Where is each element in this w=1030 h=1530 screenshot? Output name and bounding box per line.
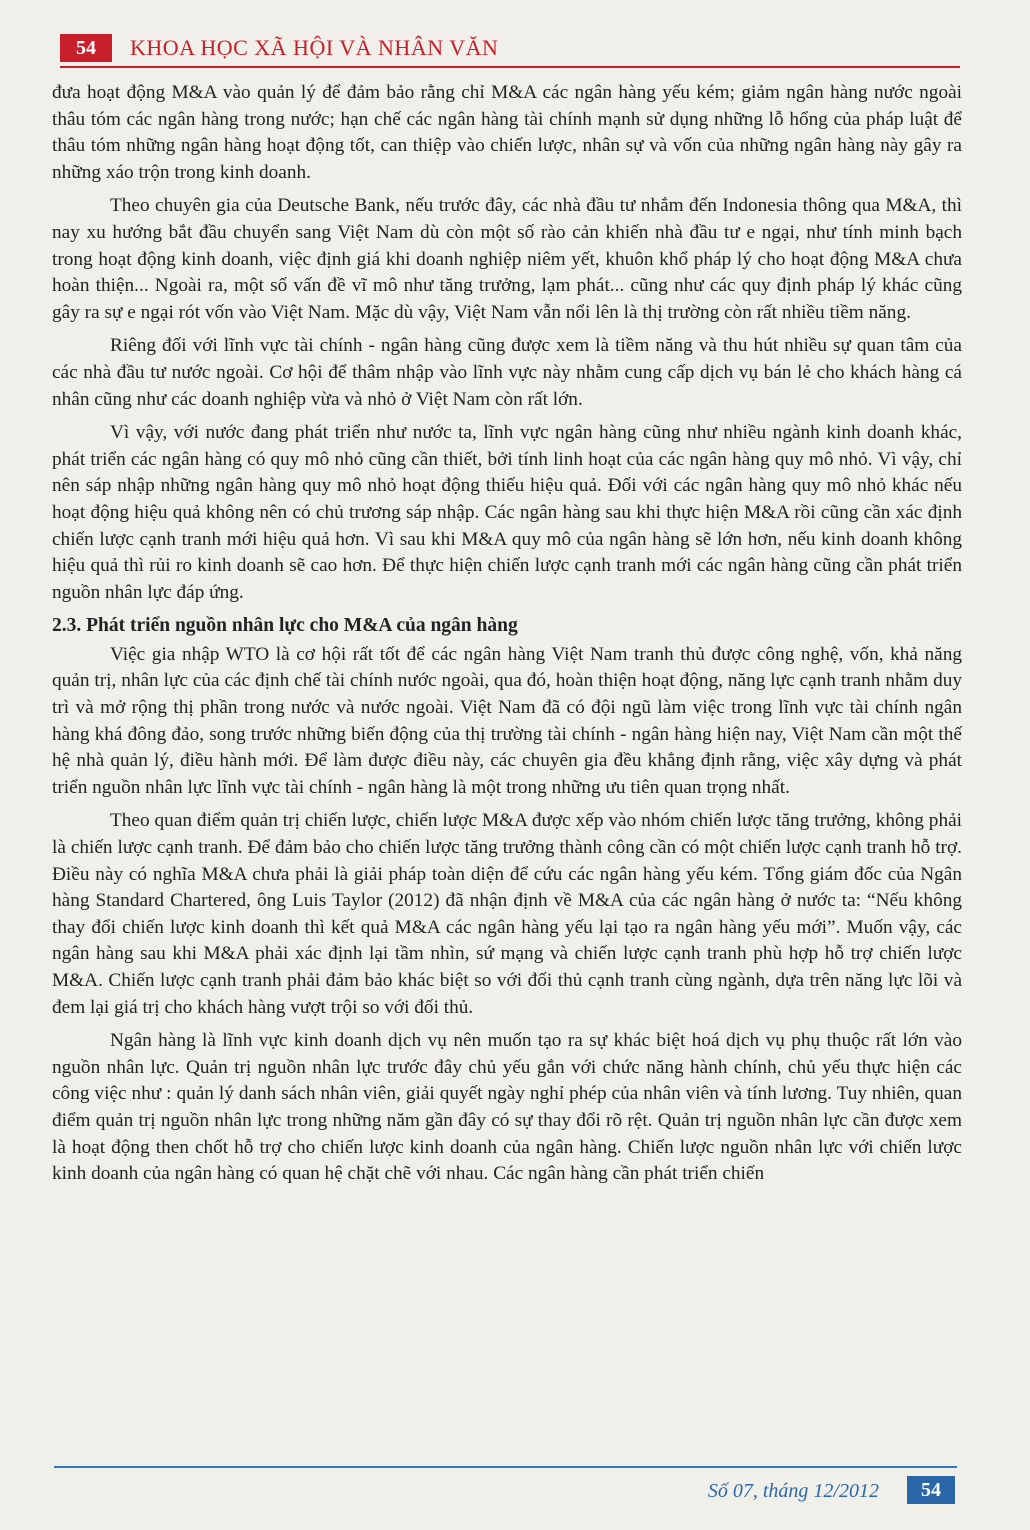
paragraph: đưa hoạt động M&A vào quản lý để đảm bảo rằng chỉ M&A các ngân hàng yếu kém; giảm ngân hàng nước ngoài thâu tóm các ngân hàng trong nước; hạn chế các ngân hàng tài chính mạnh sử dụng những lỗ hổng của pháp luật để thâu tóm những ngân hàng hoạt động tốt, can thiệp vào chiến lược, nhân sự và vốn của những ngân hàng này gây ra những xáo trộn trong kinh doanh. [52,82,962,183]
issue-label: Số 07, tháng 12/2012 [707,1480,879,1502]
paragraph: Vì vậy, với nước đang phát triển như nước ta, lĩnh vực ngân hàng cũng như nhiều ngành kinh doanh khác, phát triển các ngân hàng có quy mô nhỏ cũng cần thiết, bởi tính linh hoạt của các ngân hàng quy mô nhỏ. Vì vậy, chỉ nên sáp nhập những ngân hàng quy mô nhỏ hoạt động thiếu hiệu quả. Đối với các ngân hàng quy mô nhỏ khác nếu hoạt động hiệu quả không nên có chủ trương sáp nhập. Các ngân hàng sau khi thực hiện M&A rồi cũng cần xác định chiến lược cạnh tranh mới hiệu quả hơn. Vì sau khi M&A quy mô của ngân hàng sẽ lớn hơn, nếu kinh doanh không hiệu quả thì rủi ro kinh doanh sẽ cao hơn. Để thực hiện chiến lược cạnh tranh mới các ngân hàng cũng cần phát triển nguồn nhân lực đáp ứng. [52,422,962,603]
paragraph: Theo quan điểm quản trị chiến lược, chiến lược M&A được xếp vào nhóm chiến lược tăng trưởng, không phải là chiến lược cạnh tranh. Để đảm bảo cho chiến lược tăng trưởng thành công cần có một chiến lược cạnh tranh hỗ trợ. Điều này có nghĩa M&A chưa phải là giải pháp toàn diện để cứu các ngân hàng yếu kém. Tổng giám đốc của Ngân hàng Standard Chartered, ông Luis Taylor (2012) đã nhận định về M&A của các ngân hàng ở nước ta: “Nếu không thay đổi chiến lược kinh doanh thì kết quả M&A các ngân hàng yếu lại tạo ra ngân hàng yếu mới”. Muốn vậy, các ngân hàng sau khi M&A phải xác định lại tầm nhìn, sứ mạng và chiến lược cạnh tranh phù hợp hỗ trợ chiến lược M&A. Chiến lược cạnh tranh phải đảm bảo khác biệt so với đối thủ cạnh tranh cùng ngành, dựa trên năng lực lõi và đem lại giá trị cho khách hàng vượt trội so với đối thủ. [52,810,962,1018]
paragraph: Việc gia nhập WTO là cơ hội rất tốt để các ngân hàng Việt Nam tranh thủ được công nghệ, vốn, khả năng quản trị, nhân lực của các định chế tài chính nước ngoài, qua đó, hoàn thiện hoạt động, năng lực cạnh tranh nhằm duy trì và mở rộng thị phần trong nước và nước ngoài. Việt Nam đã có đội ngũ làm việc trong lĩnh vực tài chính ngân hàng khá đông đảo, song trước những biến động của thị trường tài chính - ngân hàng hiện nay, Việt Nam cần một thế hệ nhà quản lý, điều hành mới. Để làm được điều này, các chuyên gia đều khẳng định rằng, việc xây dựng và phát triển nguồn nhân lực lĩnh vực tài chính - ngân hàng là một trong những ưu tiên quan trọng nhất. [52,643,962,798]
paragraph: Ngân hàng là lĩnh vực kinh doanh dịch vụ nên muốn tạo ra sự khác biệt hoá dịch vụ phụ thuộc rất lớn vào nguồn nhân lực. Quản trị nguồn nhân lực trước đây chủ yếu gắn với chức năng hành chính, chủ yếu thực hiện các công việc như : quản lý danh sách nhân viên, giải quyết ngày nghỉ phép của nhân viên và tính lương. Tuy nhiên, quan điểm quản trị nguồn nhân lực trong những năm gần đây có sự thay đổi rõ rệt. Quản trị nguồn nhân lực cần được xem là hoạt động then chốt hỗ trợ cho chiến lược kinh doanh của ngân hàng. Chiến lược nguồn nhân lực với chiến lược kinh doanh của ngân hàng có quan hệ chặt chẽ với nhau. Các ngân hàng cần phát triển chiến [52,1030,962,1185]
page-header [60,34,960,68]
footer-page-number: 54 [907,1476,955,1504]
paragraph: Theo chuyên gia của Deutsche Bank, nếu trước đây, các nhà đầu tư nhắm đến Indonesia thông qua M&A, thì nay xu hướng bắt đầu chuyển sang Việt Nam dù còn một số rào cản khiến nhà đầu tư e ngại, như tính minh bạch trong hoạt động kinh doanh, việc định giá khi doanh nghiệp niêm yết, khuôn khổ pháp lý cho hoạt động M&A chưa hoàn thiện... Ngoài ra, một số vấn đề vĩ mô như tăng trưởng, lạm phát... cũng như các quy định pháp lý khác cũng gây ra sự e ngại rót vốn vào Việt Nam. Mặc dù vậy, Việt Nam vẫn nổi lên là thị trường còn rất nhiều tiềm năng. [52,195,962,323]
article-body [52,80,962,1195]
section-heading: 2.3. Phát triển nguồn nhân lực cho M&A của ngân hàng [52,615,518,637]
header-page-number: 54 [60,34,112,62]
journal-title: KHOA HỌC XÃ HỘI VÀ NHÂN VĂN [130,35,499,60]
paragraph: Riêng đối với lĩnh vực tài chính - ngân hàng cũng được xem là tiềm năng và thu hút nhiều sự quan tâm của các nhà đầu tư nước ngoài. Cơ hội để thâm nhập vào lĩnh vực này nhằm cung cấp dịch vụ bán lẻ cho khách hàng cá nhân cũng như các doanh nghiệp vừa và nhỏ ở Việt Nam còn rất lớn. [52,335,962,410]
page-footer [54,1466,957,1508]
